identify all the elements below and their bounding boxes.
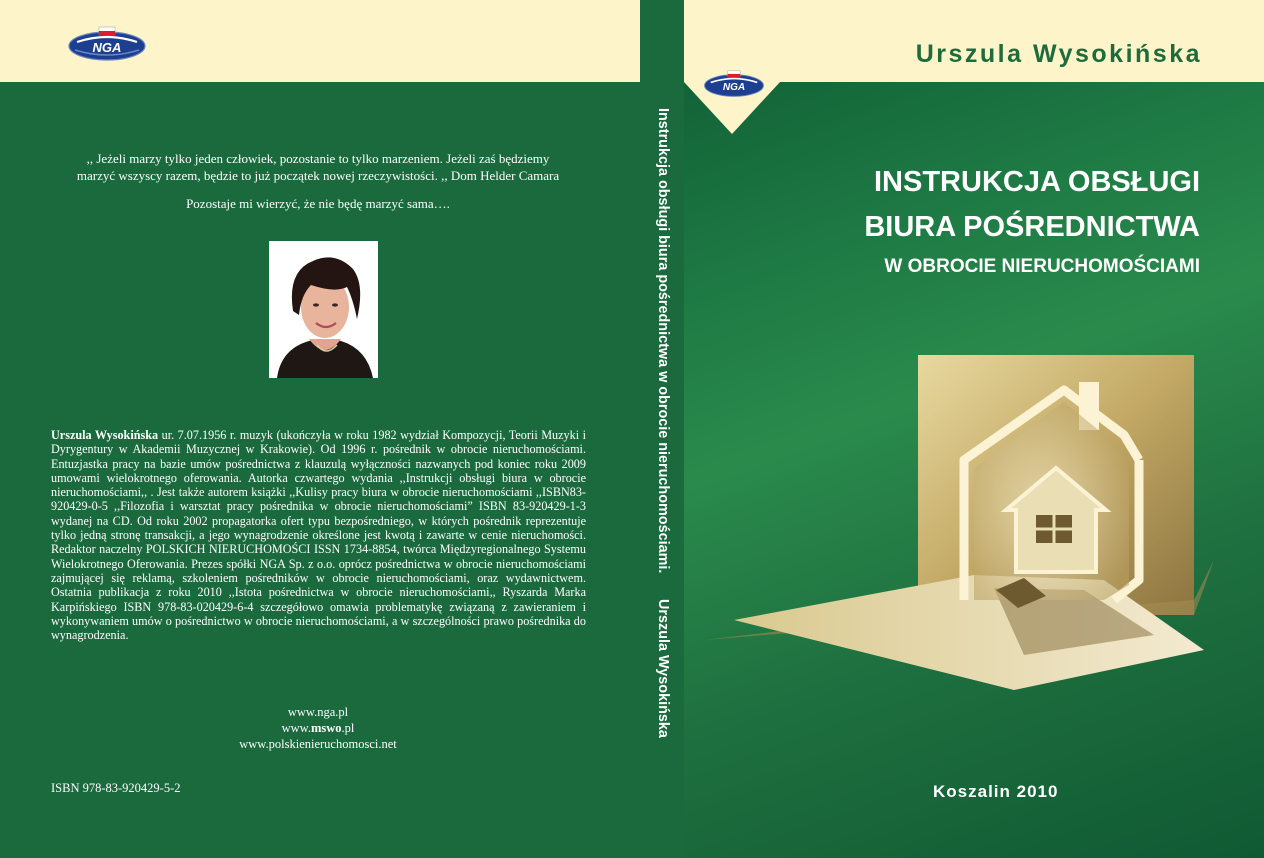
- spine-text: [653, 108, 673, 808]
- nga-logo: [67, 24, 147, 64]
- websites: [190, 704, 446, 752]
- house-illustration: [684, 350, 1264, 790]
- spine-title: Instrukcja obsługi biura pośrednictwa w obrocie nieruchomościami.: [655, 108, 671, 574]
- dream-line: Pozostaje mi wierzyć, że nie będę marzyć sama….: [186, 196, 450, 211]
- website-polskie-nieruchomosci: www.polskienieruchomosci.net: [239, 737, 397, 751]
- quote-line-2: marzyć wszyscy razem, będzie to już początek nowej rzeczywistości. ,, Dom Helder Camara: [76, 168, 560, 183]
- title-line-3: W OBROCIE NIERUCHOMOŚCIAMI: [884, 256, 1200, 277]
- isbn: ISBN 978-83-920429-5-2: [51, 781, 181, 795]
- motto-quote: [40, 150, 596, 184]
- title-line-2: BIURA POŚREDNICTWA: [864, 211, 1200, 243]
- spine-author: Urszula Wysokińska: [655, 599, 671, 739]
- bio-author-name: Urszula Wysokińska: [51, 428, 159, 442]
- logo-text-small: NGA: [722, 82, 746, 94]
- author-name-top: Urszula Wysokińska: [915, 40, 1202, 68]
- website-mswo: www.mswo.pl: [281, 721, 355, 735]
- author-bio: [51, 428, 586, 642]
- quote-line-1: ,, Jeżeli marzy tylko jeden człowiek, pozostanie to tylko marzeniem. Jeżeli zaś będziemy: [86, 151, 550, 166]
- logo-text: NGA: [92, 40, 122, 55]
- place-year: Koszalin 2010: [933, 782, 1059, 801]
- website-nga: www.nga.pl: [287, 705, 349, 719]
- nga-logo-small: [703, 68, 765, 100]
- bio-text: ur. 7.07.1956 r. muzyk (ukończyła w roku 1982 wydział Kompozycji, Teorii Muzyki i Dyrygentury w Akademii Muzycznej w Krakowie). Od 1996 r. pośrednik w obrocie nieruchomościami. Entuzjastka pracy na bazie umów pośrednictwa z klauzulą wyłączności nazwanych pod koniec roku 2009 umowami wielokrotnego oferowania. Autorka czwartego wydania ,,Instrukcji obsługi biura w obrocie nieruchomościami,, . Jest także autorem książki ,,Kulisy pracy biura w obrocie nieruchomościami ,,ISBN83-920429-0-5 ,,Filozofia i warsztat pracy pośrednika w obrocie nieruchomościami” ISBN 83-920429-1-3 wydanej na CD. Od roku 2002 propagatorka ofert typu bezpośredniego, w których pośrednik reprezentuje tylko jedną stronę transakcji, a jego wynagrodzenie określone jest kwotą i zawarte w cenie nieruchomości. Redaktor naczelny POLSKICH NIERUCHOMOŚCI ISSN 1734-8854, twórca Międzyregionalnego Systemu Wielokrotnego Oferowania. Prezes spółki NGA Sp. z o.o. oprócz pośrednictwa w obrocie nieruchomościami zajmującej się reklamą, szkoleniem pośredników w obrocie nieruchomościami, oraz wydawnictwem. Ostatnia publikacja z roku 2010 ,,Istota pośrednictwa w obrocie nieruchomościami,, Ryszarda Marka Karpińskiego ISBN 978-83-020429-6-4 szczegółowo omawia problematykę związaną z zawieraniem i wykonywaniem umów o pośrednictwo w obrocie nieruchomościami, a w szczególności prawo pośrednika do wynagrodzenia.: [51, 428, 586, 643]
- author-photo: [269, 241, 378, 378]
- title-line-1: INSTRUKCJA OBSŁUGI: [874, 166, 1200, 198]
